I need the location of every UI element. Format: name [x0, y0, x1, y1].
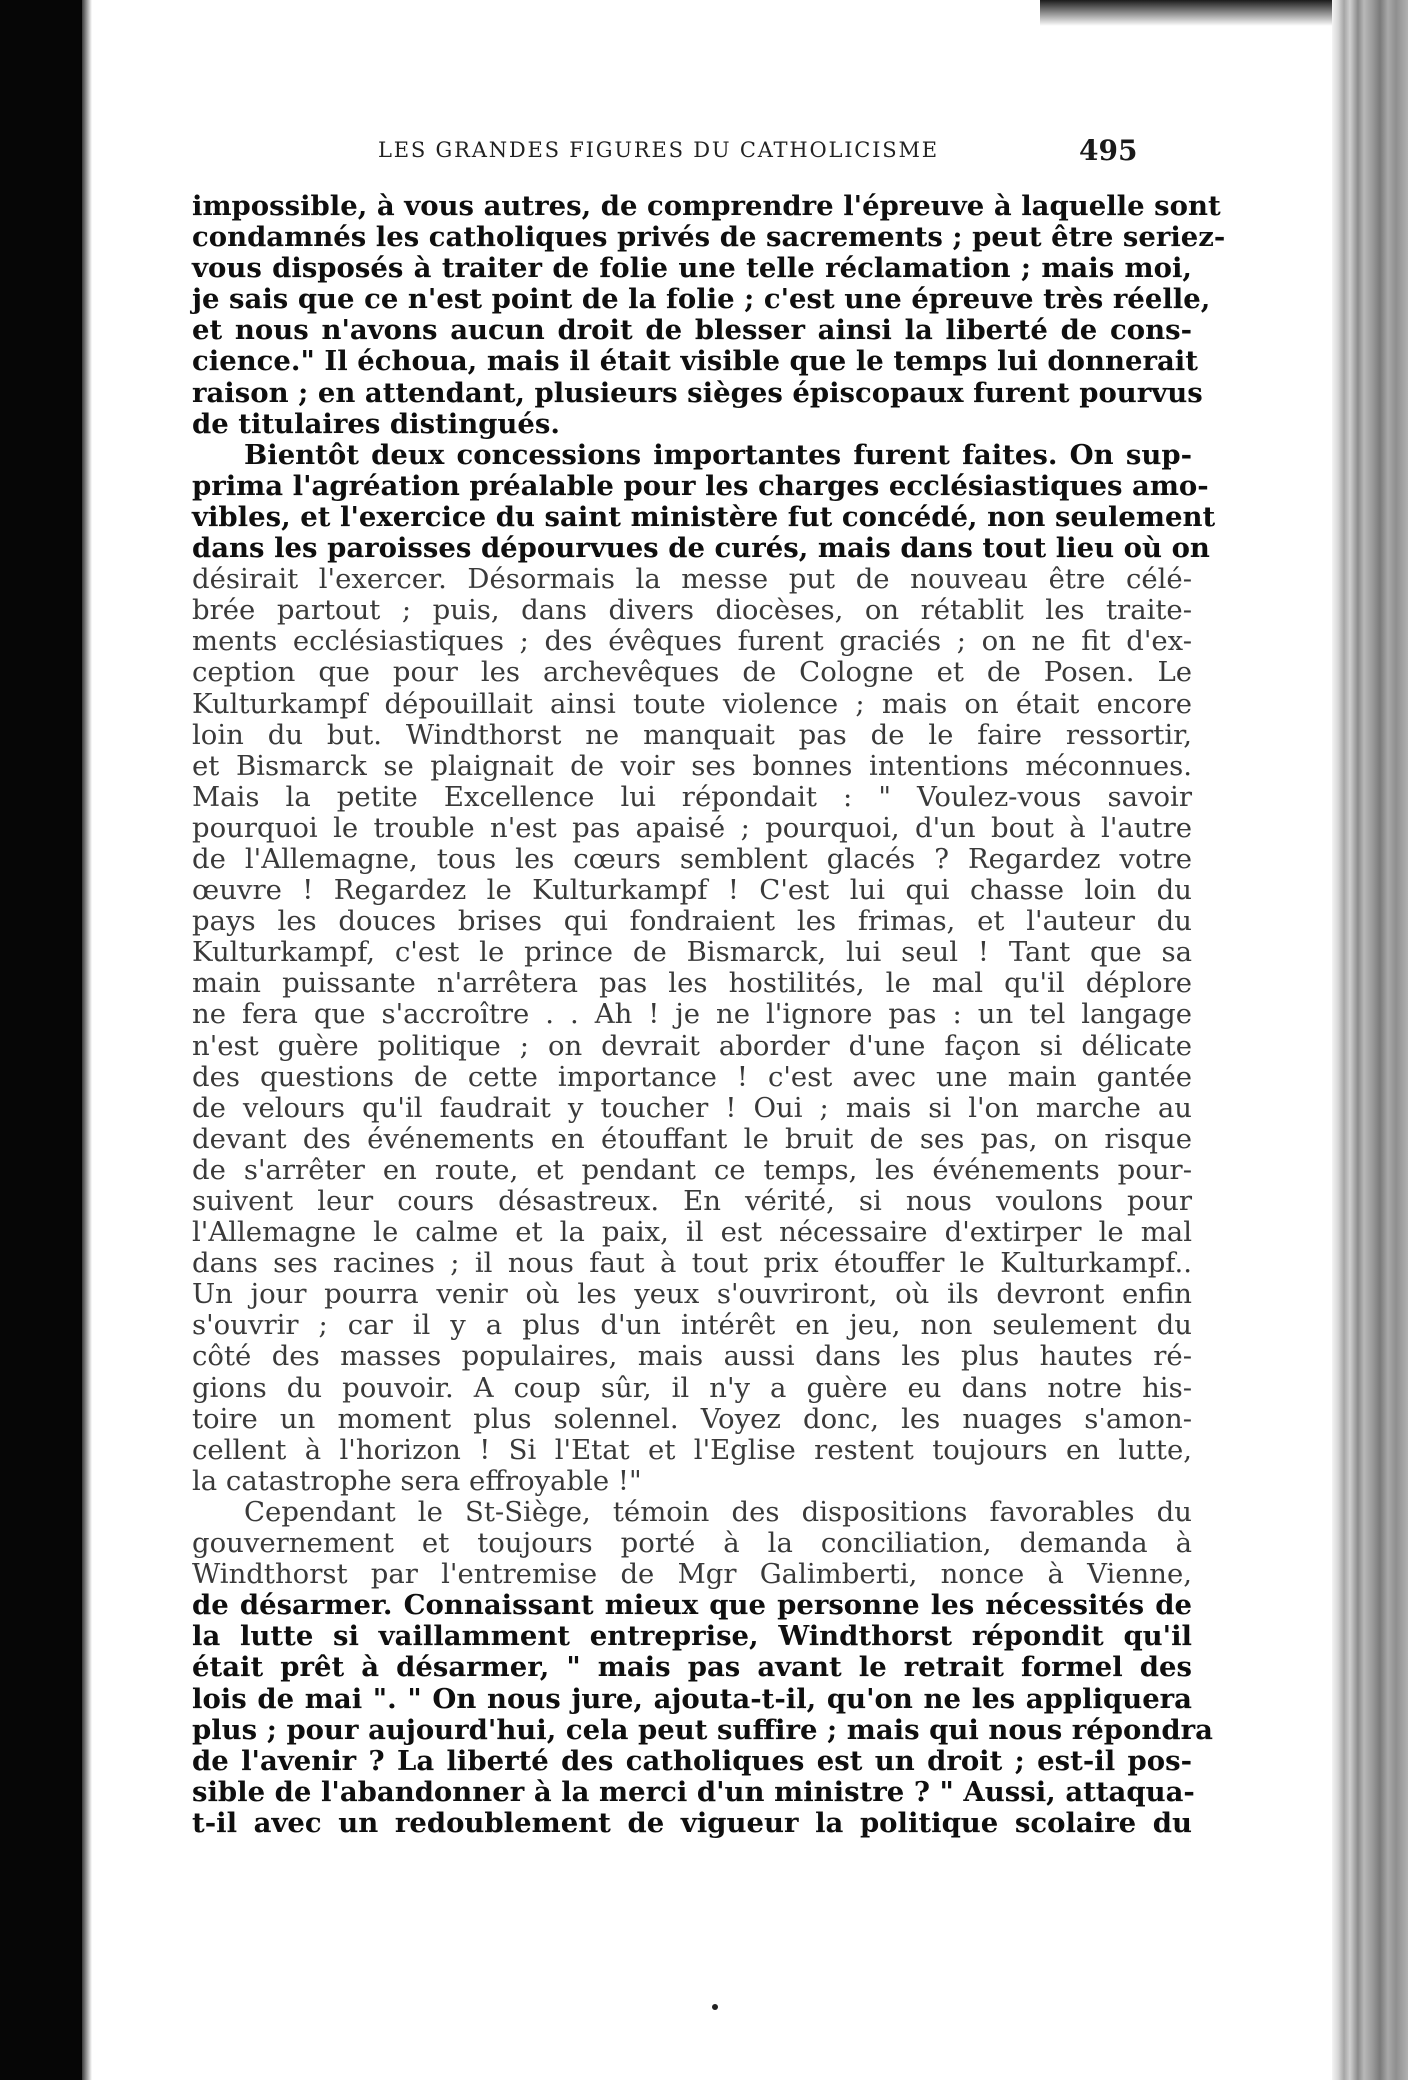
text-line: et Bismarck se plaignait de voir ses bonnes intentions méconnues.	[192, 749, 1192, 782]
page-header	[96, 134, 1326, 174]
text-line: des questions de cette importance ! c'est avec une main gantée	[192, 1060, 1192, 1093]
text-line: gouvernement et toujours porté à la conciliation, demanda à	[192, 1527, 1192, 1560]
text-line: Cependant le St-Siège, témoin des dispositions favorables du	[244, 1495, 1192, 1528]
text-line: je sais que ce n'est point de la folie ; c'est une épreuve très réelle,	[192, 283, 1211, 316]
text-line: de l'avenir ? La liberté des catholiques est un droit ; est-il pos-	[192, 1744, 1192, 1777]
text-line: vous disposés à traiter de folie une telle réclamation ; mais moi,	[192, 252, 1192, 285]
text-line: désirait l'exercer. Désormais la messe put de nouveau être célé-	[192, 563, 1192, 596]
text-line: plus ; pour aujourd'hui, cela peut suffire ; mais qui nous répondra	[192, 1713, 1213, 1746]
text-line: raison ; en attendant, plusieurs sièges épiscopaux furent pourvus	[192, 376, 1203, 409]
text-line: de l'Allemagne, tous les cœurs semblent glacés ? Regardez votre	[192, 842, 1192, 875]
text-line: cience." Il échoua, mais il était visible que le temps lui donnerait	[192, 345, 1198, 378]
text-line: dans les paroisses dépourvues de curés, mais dans tout lieu où on	[192, 532, 1210, 565]
text-line: la catastrophe sera effroyable !"	[192, 1464, 642, 1497]
scan-left-border	[0, 0, 82, 2080]
text-line: vibles, et l'exercice du saint ministère fut concédé, non seulement	[192, 500, 1216, 533]
text-line: de titulaires distingués.	[192, 407, 560, 440]
text-line: ments ecclésiastiques ; des évêques furent graciés ; on ne fit d'ex-	[192, 625, 1192, 658]
text-line: pourquoi le trouble n'est pas apaisé ; pourquoi, d'un bout à l'autre	[192, 811, 1192, 844]
book-page	[96, 0, 1326, 2080]
page-number: 495	[1079, 134, 1138, 167]
text-line: cellent à l'horizon ! Si l'Etat et l'Eglise restent toujours en lutte,	[192, 1433, 1192, 1466]
text-line: de désarmer. Connaissant mieux que personne les nécessités de	[192, 1589, 1192, 1622]
text-line: l'Allemagne le calme et la paix, il est nécessaire d'extirper le mal	[192, 1216, 1192, 1249]
text-line: était prêt à désarmer, " mais pas avant le retrait formel des	[192, 1651, 1192, 1684]
text-line: brée partout ; puis, dans divers diocèses, on rétablit les traite-	[192, 594, 1192, 627]
text-line: de velours qu'il faudrait y toucher ! Oui ; mais si l'on marche au	[192, 1091, 1192, 1124]
text-line: œuvre ! Regardez le Kulturkampf ! C'est lui qui chasse loin du	[192, 874, 1192, 907]
text-line: lois de mai ". " On nous jure, ajouta-t-il, qu'on ne les appliquera	[192, 1682, 1192, 1715]
text-line: la lutte si vaillamment entreprise, Windthorst répondit qu'il	[192, 1620, 1192, 1653]
running-title: LES GRANDES FIGURES DU CATHOLICISME	[378, 138, 939, 162]
text-line: sible de l'abandonner à la merci d'un ministre ? " Aussi, attaqua-	[192, 1775, 1195, 1808]
text-line: Mais la petite Excellence lui répondait : " Voulez-vous savoir	[192, 780, 1192, 813]
text-line: pays les douces brises qui fondraient les frimas, et l'auteur du	[192, 905, 1192, 938]
book-page-edges	[1332, 0, 1408, 2080]
text-line: côté des masses populaires, mais aussi dans les plus hautes ré-	[192, 1340, 1192, 1373]
text-line: Un jour pourra venir où les yeux s'ouvriront, où ils devront enfin	[192, 1278, 1192, 1311]
text-line: s'ouvrir ; car il y a plus d'un intérêt en jeu, non seulement du	[192, 1309, 1192, 1342]
text-line: devant des événements en étouffant le bruit de ses pas, on risque	[192, 1122, 1192, 1155]
text-line: suivent leur cours désastreux. En vérité, si nous voulons pour	[192, 1185, 1192, 1217]
text-line: ception que pour les archevêques de Cologne et de Posen. Le	[192, 656, 1192, 689]
body-text	[192, 190, 1226, 1839]
text-line: de s'arrêter en route, et pendant ce temps, les événements pour-	[192, 1153, 1192, 1186]
text-line: prima l'agréation préalable pour les charges ecclésiastiques amo-	[192, 469, 1209, 502]
text-line: toire un moment plus solennel. Voyez donc, les nuages s'amon-	[192, 1402, 1192, 1435]
text-line: impossible, à vous autres, de comprendre l'épreuve à laquelle sont	[192, 190, 1221, 222]
text-line: ne fera que s'accroître . . Ah ! je ne l'ignore pas : un tel langage	[192, 998, 1192, 1031]
text-line: loin du but. Windthorst ne manquait pas de le faire ressortir,	[192, 718, 1192, 751]
text-line: main puissante n'arrêtera pas les hostilités, le mal qu'il déplore	[192, 967, 1192, 1000]
text-line: Bientôt deux concessions importantes furent faites. On sup-	[244, 438, 1192, 471]
text-line: dans ses racines ; il nous faut à tout prix étouffer le Kulturkampf..	[192, 1247, 1192, 1280]
text-line: gions du pouvoir. A coup sûr, il n'y a guère eu dans notre his-	[192, 1371, 1192, 1404]
text-line: Kulturkampf, c'est le prince de Bismarck, lui seul ! Tant que sa	[192, 936, 1192, 969]
ink-speck	[712, 2004, 718, 2010]
text-line: Windthorst par l'entremise de Mgr Galimberti, nonce à Vienne,	[192, 1558, 1192, 1591]
text-line: condamnés les catholiques privés de sacrements ; peut être seriez-	[192, 221, 1226, 254]
text-line: et nous n'avons aucun droit de blesser ainsi la liberté de cons-	[192, 314, 1192, 347]
text-line: t-il avec un redoublement de vigueur la politique scolaire du	[192, 1806, 1192, 1839]
text-line: n'est guère politique ; on devrait aborder d'une façon si délicate	[192, 1029, 1192, 1062]
text-line: Kulturkampf dépouillait ainsi toute violence ; mais on était encore	[192, 687, 1192, 720]
